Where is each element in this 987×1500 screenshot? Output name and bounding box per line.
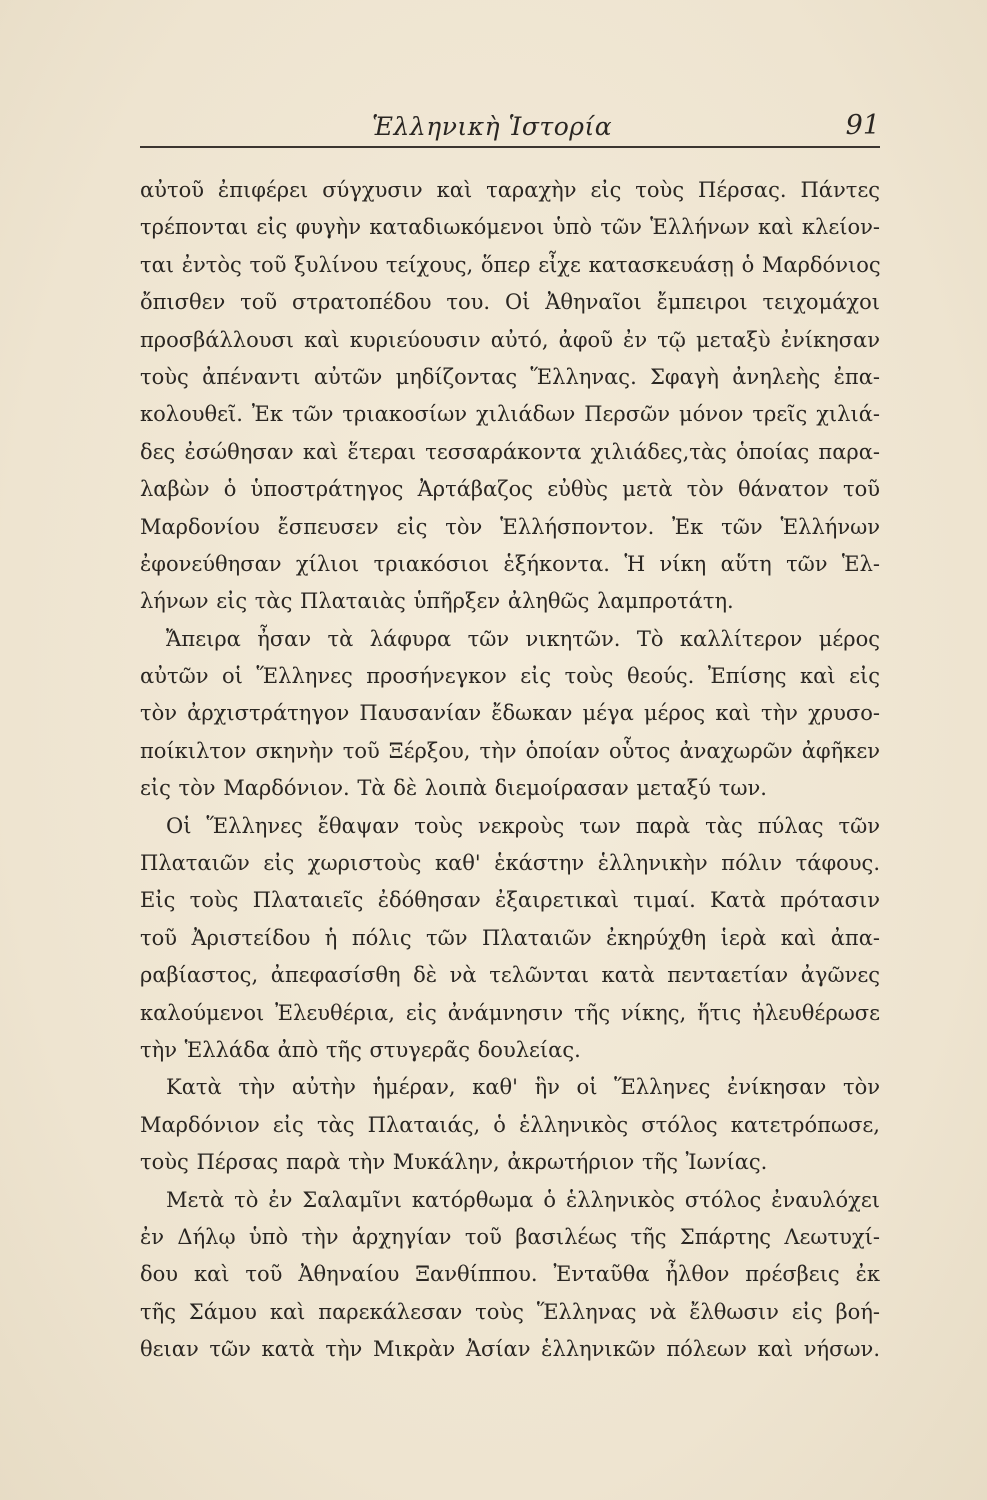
text-line: αὐτῶν οἱ Ἕλληνες προσήνεγκον εἰς τοὺς θεούς. Ἐπίσης καὶ εἰς: [140, 664, 880, 689]
page-header: [140, 100, 880, 146]
text-line: λήνων εἰς τὰς Πλαταιὰς ὑπῆρξεν ἀληθῶς λαμπροτάτη.: [140, 589, 734, 614]
text-line: Εἰς τοὺς Πλαταιεῖς ἐδόθησαν ἐξαιρετικαὶ τιμαί. Κατὰ πρότασιν: [140, 888, 880, 913]
text-line: Οἱ Ἕλληνες ἔθαψαν τοὺς νεκροὺς των παρὰ τὰς πύλας τῶν: [166, 813, 880, 838]
text-line: λαβὼν ὁ ὑποστράτηγος Ἀρτάβαζος εὐθὺς μετὰ τὸν θάνατον τοῦ: [140, 477, 880, 502]
text-line: ται ἐντὸς τοῦ ξυλίνου τείχους, ὅπερ εἶχε κατασκευάσῃ ὁ Μαρδόνιος: [140, 252, 881, 277]
text-line: ὄπισθεν τοῦ στρατοπέδου του. Οἱ Ἀθηναῖοι ἔμπειροι τειχομάχοι: [140, 290, 880, 315]
text-line: τρέπονται εἰς φυγὴν καταδιωκόμενοι ὑπὸ τῶν Ἑλλήνων καὶ κλείον-: [140, 215, 880, 240]
running-title: Ἑλληνικὴ Ἱστορία: [372, 112, 613, 141]
text-line: τὴν Ἑλλάδα ἀπὸ τῆς στυγερᾶς δουλείας.: [140, 1037, 581, 1062]
text-line: τοὺς ἀπέναντι αὐτῶν μηδίζοντας Ἕλληνας. Σφαγὴ ἀνηλεὴς ἐπα-: [140, 364, 880, 389]
text-line: καλούμενοι Ἐλευθέρια, εἰς ἀνάμνησιν τῆς νίκης, ἥτις ἠλευθέρωσε: [140, 1000, 880, 1025]
text-line: Μετὰ τὸ ἐν Σαλαμῖνι κατόρθωμα ὁ ἑλληνικὸς στόλος ἐναυλόχει: [166, 1187, 880, 1212]
text-line: τοῦ Ἀριστείδου ἡ πόλις τῶν Πλαταιῶν ἐκηρύχθη ἱερὰ καὶ ἀπα-: [140, 925, 880, 950]
text-line: ἐφονεύθησαν χίλιοι τριακόσιοι ἑξήκοντα. Ἡ νίκη αὕτη τῶν Ἑλ-: [140, 551, 880, 576]
text-line: τοὺς Πέρσας παρὰ τὴν Μυκάλην, ἀκρωτήριον τῆς Ἰωνίας.: [140, 1150, 768, 1175]
text-line: εἰς τὸν Μαρδόνιον. Τὰ δὲ λοιπὰ διεμοίρασαν μεταξύ των.: [140, 776, 767, 801]
text-line: δες ἐσώθησαν καὶ ἕτεραι τεσσαράκοντα χιλιάδες,τὰς ὁποίας παρα-: [140, 439, 880, 464]
text-line: κολουθεῖ. Ἐκ τῶν τριακοσίων χιλιάδων Περσῶν μόνον τρεῖς χιλιά-: [140, 402, 880, 427]
text-line: Κατὰ τὴν αὐτὴν ἡμέραν, καθ' ἣν οἱ Ἕλληνες ἐνίκησαν τὸν: [166, 1075, 880, 1100]
text-line: Μαρδονίου ἔσπευσεν εἰς τὸν Ἑλλήσποντον. Ἐκ τῶν Ἑλλήνων: [140, 514, 880, 539]
page-number: 91: [845, 110, 880, 141]
text-line: Ἄπειρα ἦσαν τὰ λάφυρα τῶν νικητῶν. Τὸ καλλίτερον μέρος: [166, 626, 880, 651]
text-line: ἐν Δήλῳ ὑπὸ τὴν ἀρχηγίαν τοῦ βασιλέως τῆς Σπάρτης Λεωτυχί-: [140, 1224, 880, 1249]
header-rule: [140, 146, 880, 148]
text-line: δου καὶ τοῦ Ἀθηναίου Ξανθίππου. Ἐνταῦθα ἦλθον πρέσβεις ἐκ: [140, 1262, 880, 1287]
text-line: Πλαταιῶν εἰς χωριστοὺς καθ' ἑκάστην ἑλληνικὴν πόλιν τάφους.: [140, 851, 880, 876]
text-line: αὐτοῦ ἐπιφέρει σύγχυσιν καὶ ταραχὴν εἰς τοὺς Πέρσας. Πάντες: [140, 178, 880, 202]
text-line: ποίκιλτον σκηνὴν τοῦ Ξέρξου, τὴν ὁποίαν οὗτος ἀναχωρῶν ἀφῆκεν: [140, 738, 880, 763]
body-text: [140, 172, 880, 1369]
text-line: τῆς Σάμου καὶ παρεκάλεσαν τοὺς Ἕλληνας νὰ ἔλθωσιν εἰς βοή-: [140, 1299, 880, 1324]
text-line: ραβίαστος, ἀπεφασίσθη δὲ νὰ τελῶνται κατὰ πενταετίαν ἀγῶνες: [140, 963, 880, 988]
text-line: προσβάλλουσι καὶ κυριεύουσιν αὐτό, ἀφοῦ ἐν τῷ μεταξὺ ἐνίκησαν: [140, 327, 880, 352]
text-line: Μαρδόνιον εἰς τὰς Πλαταιάς, ὁ ἑλληνικὸς στόλος κατετρόπωσε,: [140, 1112, 880, 1137]
text-line: θειαν τῶν κατὰ τὴν Μικρὰν Ἀσίαν ἑλληνικῶν πόλεων καὶ νήσων.: [140, 1337, 880, 1362]
text-line: τὸν ἀρχιστράτηγον Παυσανίαν ἔδωκαν μέγα μέρος καὶ τὴν χρυσο-: [140, 701, 880, 726]
